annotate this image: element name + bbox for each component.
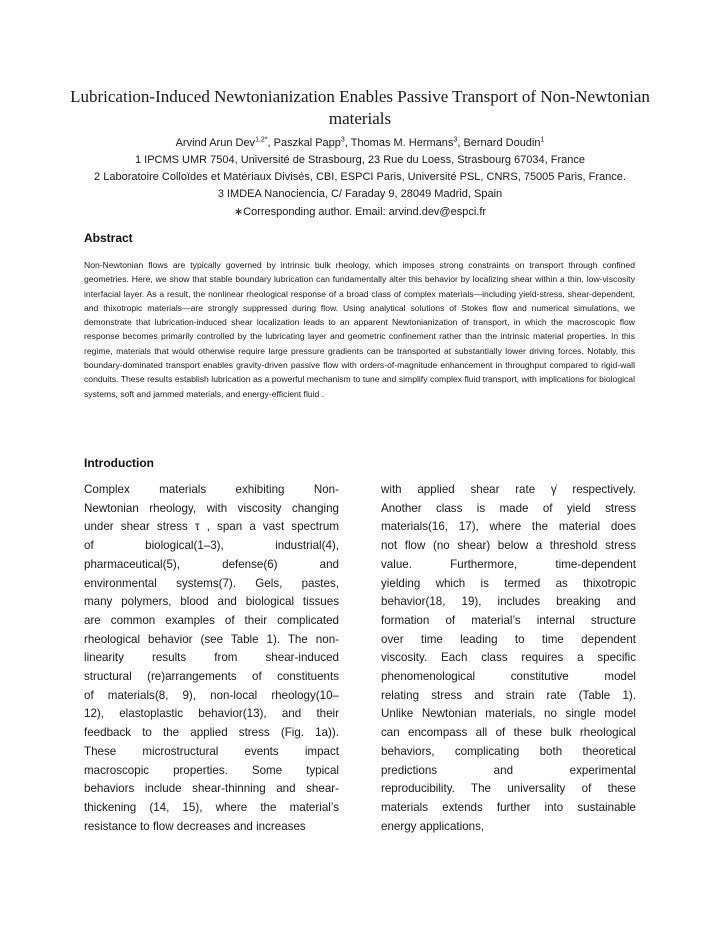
text-line: are common examples of their complicated: [84, 613, 339, 627]
author-affiliation-mark: 3: [340, 136, 345, 144]
text-line: rheological behavior (see Table 1). The non-: [84, 632, 339, 646]
introduction-heading: Introduction: [84, 456, 154, 470]
text-line: energy applications,: [381, 819, 485, 833]
text-line: with applied shear rate γ̇ respectively.: [381, 483, 636, 496]
introduction-column-left: [84, 481, 339, 836]
text-line: value. Furthermore, time-dependent: [381, 557, 636, 571]
text-line: reproducibility. The universality of these: [381, 782, 636, 796]
author-list: [40, 135, 680, 151]
text-line: resistance to flow decreases and increases: [84, 819, 306, 833]
affiliation-3: 3 IMDEA Nanociencia, C/ Faraday 9, 28049 Madrid, Spain: [217, 188, 503, 200]
text-line: not flow (no shear) below a threshold stress: [381, 539, 636, 553]
text-line: under shear stress τ , span a vast spectrum: [84, 520, 339, 534]
text-line: viscosity. Each class requires a specific: [381, 651, 636, 665]
text-line: environmental systems(7). Gels, pastes,: [84, 576, 339, 590]
corresponding-author: ∗Corresponding author. Email: arvind.dev@espci.fr: [233, 206, 487, 218]
text-line: 12), elastoplastic behavior(13), and their: [84, 707, 339, 721]
author-affiliation-mark: 1,2*: [255, 136, 268, 144]
text-line: macroscopic properties. Some typical: [84, 763, 339, 777]
text-line: behaviors include shear-thinning and shear-: [84, 782, 339, 796]
text-line: of materials(8, 9), non-local rheology(10–: [84, 688, 339, 702]
affiliation-1: 1 IPCMS UMR 7504, Université de Strasbourg, 23 Rue du Loess, Strasbourg 67034, France: [134, 154, 585, 166]
text-line: phenomenological constitutive model: [381, 670, 636, 684]
text-line: feedback to the applied stress (Fig. 1a)).: [84, 726, 339, 740]
author-name: , Thomas M. Hermans: [344, 137, 454, 149]
author-name: Arvind Arun Dev: [175, 137, 256, 149]
introduction-column-right: [381, 481, 636, 836]
text-line: pharmaceutical(5), defense(6) and: [84, 557, 339, 571]
text-line: structural (re)arrangements of constituents: [84, 670, 339, 684]
text-line: relating stress and strain rate (Table 1).: [381, 688, 636, 702]
text-line: linearity results from shear-induced: [84, 651, 339, 665]
text-line: These microstructural events impact: [84, 744, 339, 758]
text-line: behaviors, complicating both theoretical: [381, 744, 636, 758]
text-line: Unlike Newtonian materials, no single model: [381, 707, 636, 721]
text-line: Complex materials exhibiting Non-: [84, 483, 339, 496]
affiliation-2: 2 Laboratoire Colloïdes et Matériaux Divisés, CBI, ESPCI Paris, Université PSL, CNRS, 75005 Paris, France.: [94, 171, 626, 183]
text-line: over time leading to time dependent: [381, 632, 636, 646]
text-line: Newtonian rheology, with viscosity changing: [84, 501, 339, 515]
abstract-text: Non-Newtonian flows are typically governed by intrinsic bulk rheology, which imposes strong constraints on transport through confined geometries. Here, we show that stable boundary lubrication can fundamentally alter this behavior by localizing shear within a thin, low-viscosity interfacial layer. As a result, the nonlinear rheological response of a broad class of complex materials—including yield-stress, shear-dependent, and thixotropic materials—are strongly suppressed during flow. Using analytical solutions of Stokes flow and numerical simulations, we demonstrate that lubrication-induced shear localization leads to an apparent Newtonianization of transport, in which the macroscopic flow response becomes primarily controlled by the lubricating layer and geometric confinement rather than the intrinsic material properties. In this regime, materials that would otherwise require large pressure gradients can be transported at substantially lower driving forces. Notably, this boundary-dominated transport enables gravity-driven passive flow with orders-of-magnitude enhancement in throughput compared to rigid-wall conduits. These results establish lubrication as a powerful mechanism to tune and simplify complex fluid transport, with implications for biological systems, soft and jammed materials, and energy-efficient fluid .: [84, 260, 635, 399]
text-line: thickening (14, 15), where the material’s: [84, 800, 339, 814]
abstract-heading: Abstract: [84, 231, 133, 245]
text-line: behavior(18, 19), includes breaking and: [381, 595, 636, 609]
text-line: formation of material’s internal structure: [381, 613, 636, 627]
text-line: materials extends further into sustainable: [381, 800, 636, 814]
author-name: , Bernard Doudin: [457, 137, 541, 149]
text-line: many polymers, blood and biological tissues: [84, 595, 339, 609]
text-line: yielding which is termed as thixotropic: [381, 576, 636, 590]
author-affiliation-mark: 3: [453, 136, 458, 144]
text-line: can encompass all of these bulk rheological: [381, 726, 636, 740]
text-line: Another class is made of yield stress: [381, 501, 636, 515]
paper-title: Lubrication-Induced Newtonianization Enables Passive Transport of Non-Newtonian materials: [70, 87, 650, 128]
author-name: , Paszkal Papp: [267, 137, 341, 149]
text-line: materials(16, 17), where the material does: [381, 520, 636, 534]
text-line: predictions and experimental: [381, 763, 636, 777]
author-affiliation-mark: 1: [540, 136, 545, 144]
text-line: of biological(1–3), industrial(4),: [84, 539, 339, 553]
